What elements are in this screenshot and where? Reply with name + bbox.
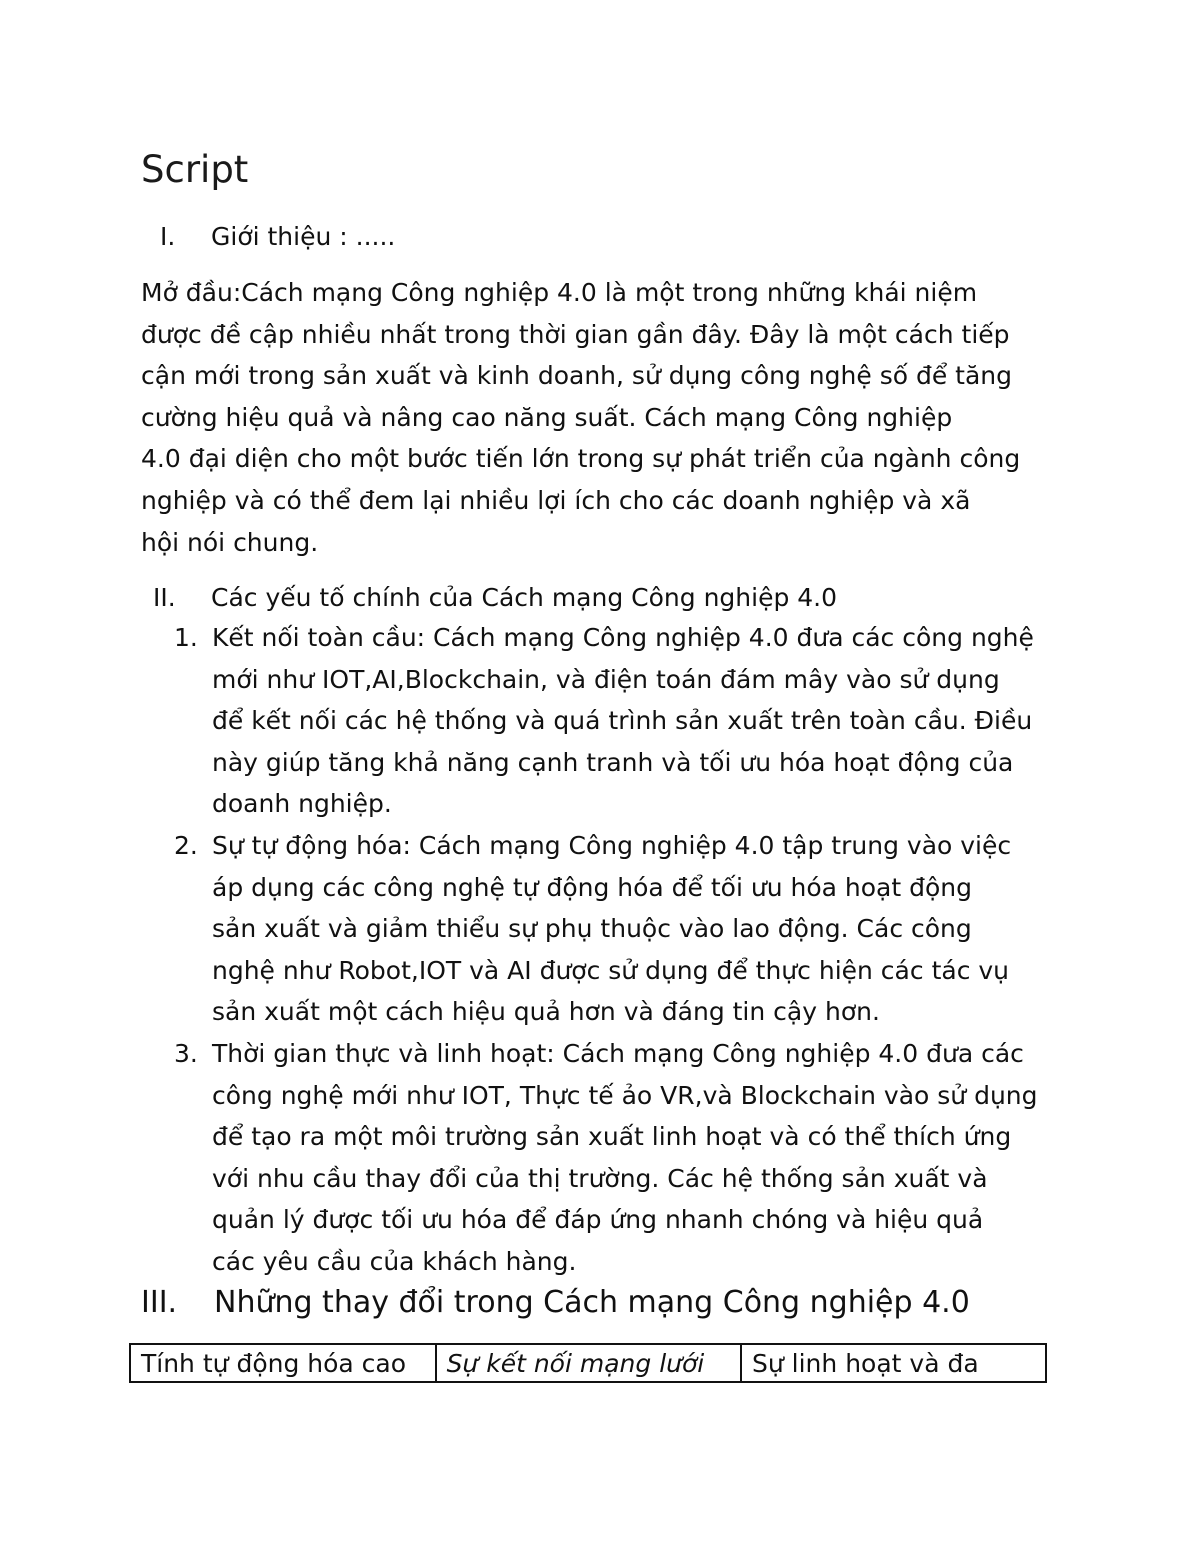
list-item-line: với nhu cầu thay đổi của thị trường. Các hệ thống sản xuất và xyxy=(212,1163,988,1193)
list-item-line: này giúp tăng khả năng cạnh tranh và tối ưu hóa hoạt động của xyxy=(212,747,1014,777)
table-cell: Sự kết nối mạng lưới xyxy=(436,1344,741,1382)
intro-line: hội nói chung. xyxy=(141,527,319,557)
list-item-line: các yêu cầu của khách hàng. xyxy=(212,1246,577,1276)
list-item-2 xyxy=(174,825,1074,1035)
intro-paragraph xyxy=(141,272,1071,563)
section-2-heading xyxy=(153,581,953,617)
section-1-number: I. xyxy=(160,222,176,251)
list-item-line: doanh nghiệp. xyxy=(212,789,392,819)
list-item-number: 2. xyxy=(174,831,198,860)
list-item-line: để tạo ra một môi trường sản xuất linh hoạt và có thể thích ứng xyxy=(212,1122,1012,1152)
section-2-title: Các yếu tố chính của Cách mạng Công nghiệp 4.0 xyxy=(211,583,838,612)
document-title: Script xyxy=(141,148,249,191)
table-cell: Tính tự động hóa cao xyxy=(130,1344,436,1382)
section-1-heading xyxy=(160,220,760,256)
list-item-line: Sự tự động hóa: Cách mạng Công nghiệp 4.0 tập trung vào việc xyxy=(212,831,1012,860)
intro-line: nghiệp và có thể đem lại nhiều lợi ích cho các doanh nghiệp và xã xyxy=(141,485,971,515)
changes-table xyxy=(129,1343,1047,1383)
section-3-title: Những thay đổi trong Cách mạng Công nghiệp 4.0 xyxy=(214,1285,970,1320)
intro-line: cận mới trong sản xuất và kinh doanh, sử dụng công nghệ số để tăng xyxy=(141,361,1012,391)
list-item-number: 3. xyxy=(174,1039,198,1068)
list-item-body xyxy=(212,1033,1038,1283)
section-2-number: II. xyxy=(153,583,176,612)
list-item-body xyxy=(212,825,1011,1033)
intro-line: được đề cập nhiều nhất trong thời gian gần đây. Đây là một cách tiếp xyxy=(141,319,1010,349)
list-item-line: Thời gian thực và linh hoạt: Cách mạng Công nghiệp 4.0 đưa các xyxy=(212,1039,1024,1068)
list-item-line: áp dụng các công nghệ tự động hóa để tối ưu hóa hoạt động xyxy=(212,872,972,902)
list-item-1 xyxy=(174,617,1074,827)
section-3-number: III. xyxy=(141,1285,178,1320)
list-item-line: quản lý được tối ưu hóa để đáp ứng nhanh chóng và hiệu quả xyxy=(212,1205,984,1235)
section-3-heading xyxy=(141,1282,1041,1326)
list-item-line: sản xuất và giảm thiểu sự phụ thuộc vào lao động. Các công xyxy=(212,914,972,944)
table-cell: Sự linh hoạt và đa xyxy=(741,1344,1046,1382)
list-item-line: công nghệ mới như IOT, Thực tế ảo VR,và Blockchain vào sử dụng xyxy=(212,1080,1038,1110)
list-item-line: mới như IOT,AI,Blockchain, và điện toán đám mây vào sử dụng xyxy=(212,664,1000,694)
intro-line: Mở đầu:Cách mạng Công nghiệp 4.0 là một trong những khái niệm xyxy=(141,278,978,307)
list-item-3 xyxy=(174,1033,1074,1285)
list-item-body xyxy=(212,617,1034,825)
intro-line: cường hiệu quả và nâng cao năng suất. Cách mạng Công nghiệp xyxy=(141,402,953,432)
list-item-line: nghệ như Robot,IOT và AI được sử dụng để thực hiện các tác vụ xyxy=(212,955,1010,985)
list-item-line: Kết nối toàn cầu: Cách mạng Công nghiệp 4.0 đưa các công nghệ xyxy=(212,623,1034,652)
intro-line: 4.0 đại diện cho một bước tiến lớn trong sự phát triển của ngành công xyxy=(141,444,1021,474)
table-row xyxy=(130,1344,1046,1382)
list-item-line: để kết nối các hệ thống và quá trình sản xuất trên toàn cầu. Điều xyxy=(212,706,1033,736)
list-item-number: 1. xyxy=(174,623,198,652)
section-1-title: Giới thiệu : ..... xyxy=(211,222,396,251)
list-item-line: sản xuất một cách hiệu quả hơn và đáng tin cậy hơn. xyxy=(212,997,880,1027)
